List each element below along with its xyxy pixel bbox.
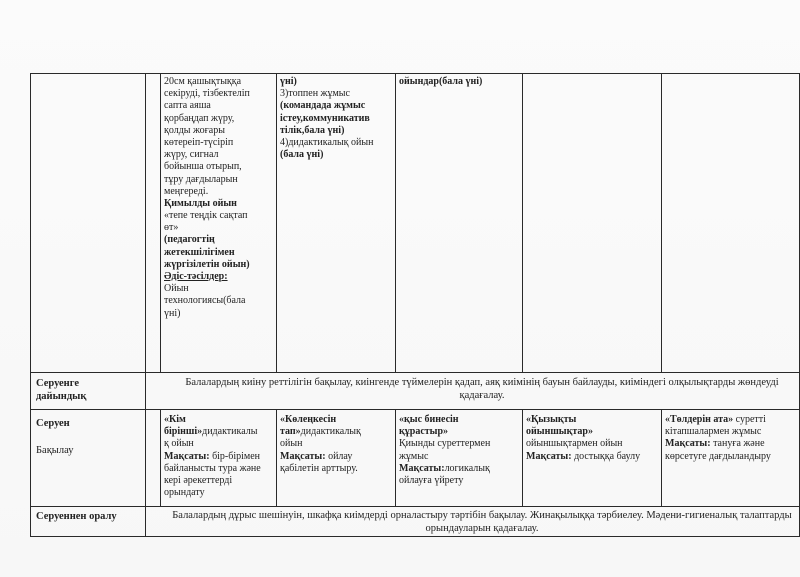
text-run: кітапшалармен жұмыс bbox=[665, 426, 762, 438]
row1-col3-lines bbox=[280, 76, 393, 161]
walk-label-line1: Серуен bbox=[36, 418, 70, 429]
walk-activity-1-lines bbox=[164, 414, 275, 499]
text-run: жұмыс bbox=[399, 450, 429, 462]
text-line bbox=[164, 76, 274, 88]
text-run-tail: ойлау bbox=[325, 450, 353, 462]
text-run: ойын bbox=[280, 438, 303, 450]
text-run: тап» bbox=[280, 426, 301, 438]
walk-label bbox=[36, 418, 141, 458]
text-line bbox=[526, 438, 659, 450]
text-run: сапта аяша bbox=[164, 100, 211, 112]
col-divider-2 bbox=[276, 73, 277, 373]
row1-col4-text: ойындар(бала үні) bbox=[399, 76, 483, 87]
text-line bbox=[280, 113, 393, 125]
text-run: меңгереді. bbox=[164, 185, 209, 197]
prep-walk-label-line1: Серуенге bbox=[36, 378, 79, 389]
text-run: орындату bbox=[164, 487, 205, 499]
text-run: Мақсаты: bbox=[665, 438, 711, 450]
text-line bbox=[280, 137, 393, 149]
col-divider-5 bbox=[661, 73, 662, 373]
text-run: (бала үні) bbox=[280, 149, 324, 161]
text-run-tail: дидактикалық bbox=[300, 426, 361, 438]
text-run-tail: суретті bbox=[733, 414, 766, 425]
walk-activity-1 bbox=[164, 414, 275, 504]
text-line bbox=[164, 161, 274, 173]
text-run: 20см қашықтыққа bbox=[164, 76, 242, 87]
text-run: қабілетін арттыру. bbox=[280, 462, 358, 474]
text-run: кері әрекеттерді bbox=[164, 474, 233, 486]
text-line bbox=[280, 463, 393, 475]
text-line bbox=[164, 295, 274, 307]
text-run: үні) bbox=[164, 307, 181, 319]
text-run: 4)дидактикалық ойын bbox=[280, 136, 374, 148]
text-line bbox=[164, 271, 274, 283]
col-divider-3b bbox=[395, 409, 396, 506]
text-line bbox=[164, 125, 274, 137]
text-line bbox=[164, 210, 274, 222]
text-line bbox=[164, 426, 275, 438]
text-line bbox=[526, 451, 659, 463]
text-line bbox=[164, 100, 274, 112]
text-run: Қиынды суреттермен bbox=[399, 438, 491, 450]
text-run: Мақсаты: bbox=[399, 462, 445, 474]
prep-walk-text: Балалардың киіну реттілігін бақылау, киінгенде түймелерін қадап, аяқ киімінің бауын байлауды, киіміндегі олқылықтарды жөндеуді қадағалау. bbox=[185, 377, 779, 401]
text-line bbox=[665, 438, 798, 450]
text-run: ойыншықтармен ойын bbox=[526, 438, 623, 450]
text-run-tail: тануға және bbox=[710, 438, 765, 450]
text-line bbox=[164, 259, 274, 271]
text-run: «Кім bbox=[164, 414, 186, 425]
col-divider-1 bbox=[160, 73, 161, 373]
text-line bbox=[164, 487, 275, 499]
text-run-tail: достыққа баулу bbox=[571, 450, 641, 462]
text-line bbox=[399, 451, 520, 463]
text-line bbox=[665, 426, 798, 438]
text-run: секіруді, тізбектеліп bbox=[164, 88, 250, 100]
text-line bbox=[399, 426, 520, 438]
text-run: «тепе теңдік сақтап bbox=[164, 210, 248, 222]
col-divider-4b bbox=[522, 409, 523, 506]
text-run: Мақсаты: bbox=[280, 450, 326, 462]
row1-col3-cell bbox=[280, 76, 393, 196]
text-run: «Көлеңкесін bbox=[280, 414, 337, 425]
text-run: ойыншықтар» bbox=[526, 426, 593, 438]
walk-activity-3-lines bbox=[399, 414, 520, 487]
text-run: Мақсаты: bbox=[164, 450, 210, 462]
text-line bbox=[164, 475, 275, 487]
text-line bbox=[164, 222, 274, 234]
text-run: көрсетуге дағдыландыру bbox=[665, 450, 771, 462]
text-run: ойлауға үйрету bbox=[399, 474, 464, 486]
text-run: тілік,бала үні) bbox=[280, 124, 345, 136]
text-line bbox=[280, 426, 393, 438]
text-run-tail: бір-бірімен bbox=[209, 450, 261, 462]
text-run: жүргізілетін ойын) bbox=[164, 258, 250, 270]
text-run: технологиясы(бала bbox=[164, 295, 246, 307]
text-run: өт» bbox=[164, 222, 179, 234]
text-line bbox=[526, 414, 659, 426]
text-run: жетекшілігімен bbox=[164, 246, 235, 258]
walk-activity-4-lines bbox=[526, 414, 659, 463]
text-line bbox=[164, 451, 275, 463]
walk-activity-4 bbox=[526, 414, 659, 504]
walk-activity-5 bbox=[665, 414, 798, 504]
text-run: бірінші» bbox=[164, 426, 203, 438]
text-run: «Қызықты bbox=[526, 414, 577, 425]
text-line bbox=[280, 88, 393, 100]
return-walk-label: Серуеннен оралу bbox=[36, 511, 117, 522]
text-run: қ ойын bbox=[164, 438, 194, 450]
text-line bbox=[164, 198, 274, 210]
text-run-tail: логикалық bbox=[444, 462, 490, 474]
text-run: (педагогтің bbox=[164, 234, 215, 246]
text-line bbox=[164, 174, 274, 186]
text-run: Мақсаты: bbox=[526, 450, 572, 462]
text-run: «Төлдерін ата» bbox=[665, 414, 734, 425]
text-run: тұру дағдыларын bbox=[164, 173, 238, 185]
text-line bbox=[164, 234, 274, 246]
text-line bbox=[280, 125, 393, 137]
text-line bbox=[399, 414, 520, 426]
text-run: (командада жұмыс bbox=[280, 100, 366, 112]
text-line bbox=[164, 308, 274, 320]
text-line bbox=[399, 475, 520, 487]
col-divider-4 bbox=[522, 73, 523, 373]
text-line bbox=[280, 414, 393, 426]
text-line bbox=[280, 100, 393, 112]
text-run-tail: дидактикалы bbox=[202, 426, 258, 438]
prep-walk-label bbox=[36, 378, 141, 404]
table-border-left bbox=[30, 73, 31, 537]
text-line bbox=[280, 76, 393, 88]
col-divider-3 bbox=[395, 73, 396, 373]
text-line bbox=[164, 137, 274, 149]
text-run: Ойын bbox=[164, 283, 189, 295]
text-line bbox=[164, 463, 275, 475]
text-line bbox=[164, 438, 275, 450]
walk-activity-2-lines bbox=[280, 414, 393, 475]
text-run: құрастыр» bbox=[399, 426, 449, 438]
text-line bbox=[665, 414, 798, 426]
text-line bbox=[399, 463, 520, 475]
text-line bbox=[164, 113, 274, 125]
text-line bbox=[164, 283, 274, 295]
text-run: Қимылды ойын bbox=[164, 197, 237, 209]
walk-label-line2: Бақылау bbox=[36, 444, 74, 456]
walk-activity-3 bbox=[399, 414, 520, 504]
text-line bbox=[164, 88, 274, 100]
text-line bbox=[164, 247, 274, 259]
row1-col2-lines bbox=[164, 76, 274, 320]
return-walk-text: Балалардың дұрыс шешінуін, шкафқа киімдерді орналастыру тәртібін бақылау. Жинақылыққа тәрбиелеу. Мәдени-гигиеналық талаптарды орындауларын қадағалау. bbox=[172, 510, 792, 534]
text-line bbox=[164, 414, 275, 426]
row1-col2-cell bbox=[164, 76, 274, 370]
text-run: үні) bbox=[280, 76, 297, 87]
text-run: қолды жоғары bbox=[164, 124, 225, 136]
text-run: жүру, сигнал bbox=[164, 149, 219, 161]
text-line bbox=[526, 426, 659, 438]
text-run: байланысты тура және bbox=[164, 462, 261, 474]
text-line bbox=[399, 438, 520, 450]
text-line bbox=[164, 186, 274, 198]
col-divider-5b bbox=[661, 409, 662, 506]
text-line bbox=[280, 438, 393, 450]
col-divider-1b bbox=[160, 409, 161, 506]
text-line bbox=[280, 149, 393, 161]
text-run: істеу,коммуникатив bbox=[280, 112, 370, 124]
col-divider-2b bbox=[276, 409, 277, 506]
text-run: бойынша отырып, bbox=[164, 161, 242, 173]
col-divider-label bbox=[145, 73, 146, 537]
text-line bbox=[164, 149, 274, 161]
walk-activity-2 bbox=[280, 414, 393, 504]
text-run: Әдіс-тәсілдер: bbox=[164, 271, 228, 282]
prep-walk-label-line2: дайындық bbox=[36, 390, 87, 402]
walk-activity-5-lines bbox=[665, 414, 798, 463]
text-run: көтереіп-түсіріп bbox=[164, 136, 234, 148]
text-line bbox=[665, 451, 798, 463]
text-run: 3)топпен жұмыс bbox=[280, 88, 350, 100]
text-line bbox=[280, 451, 393, 463]
text-run: «қыс бинесін bbox=[399, 414, 459, 425]
text-run: қорбаңдап жүру, bbox=[164, 112, 235, 124]
